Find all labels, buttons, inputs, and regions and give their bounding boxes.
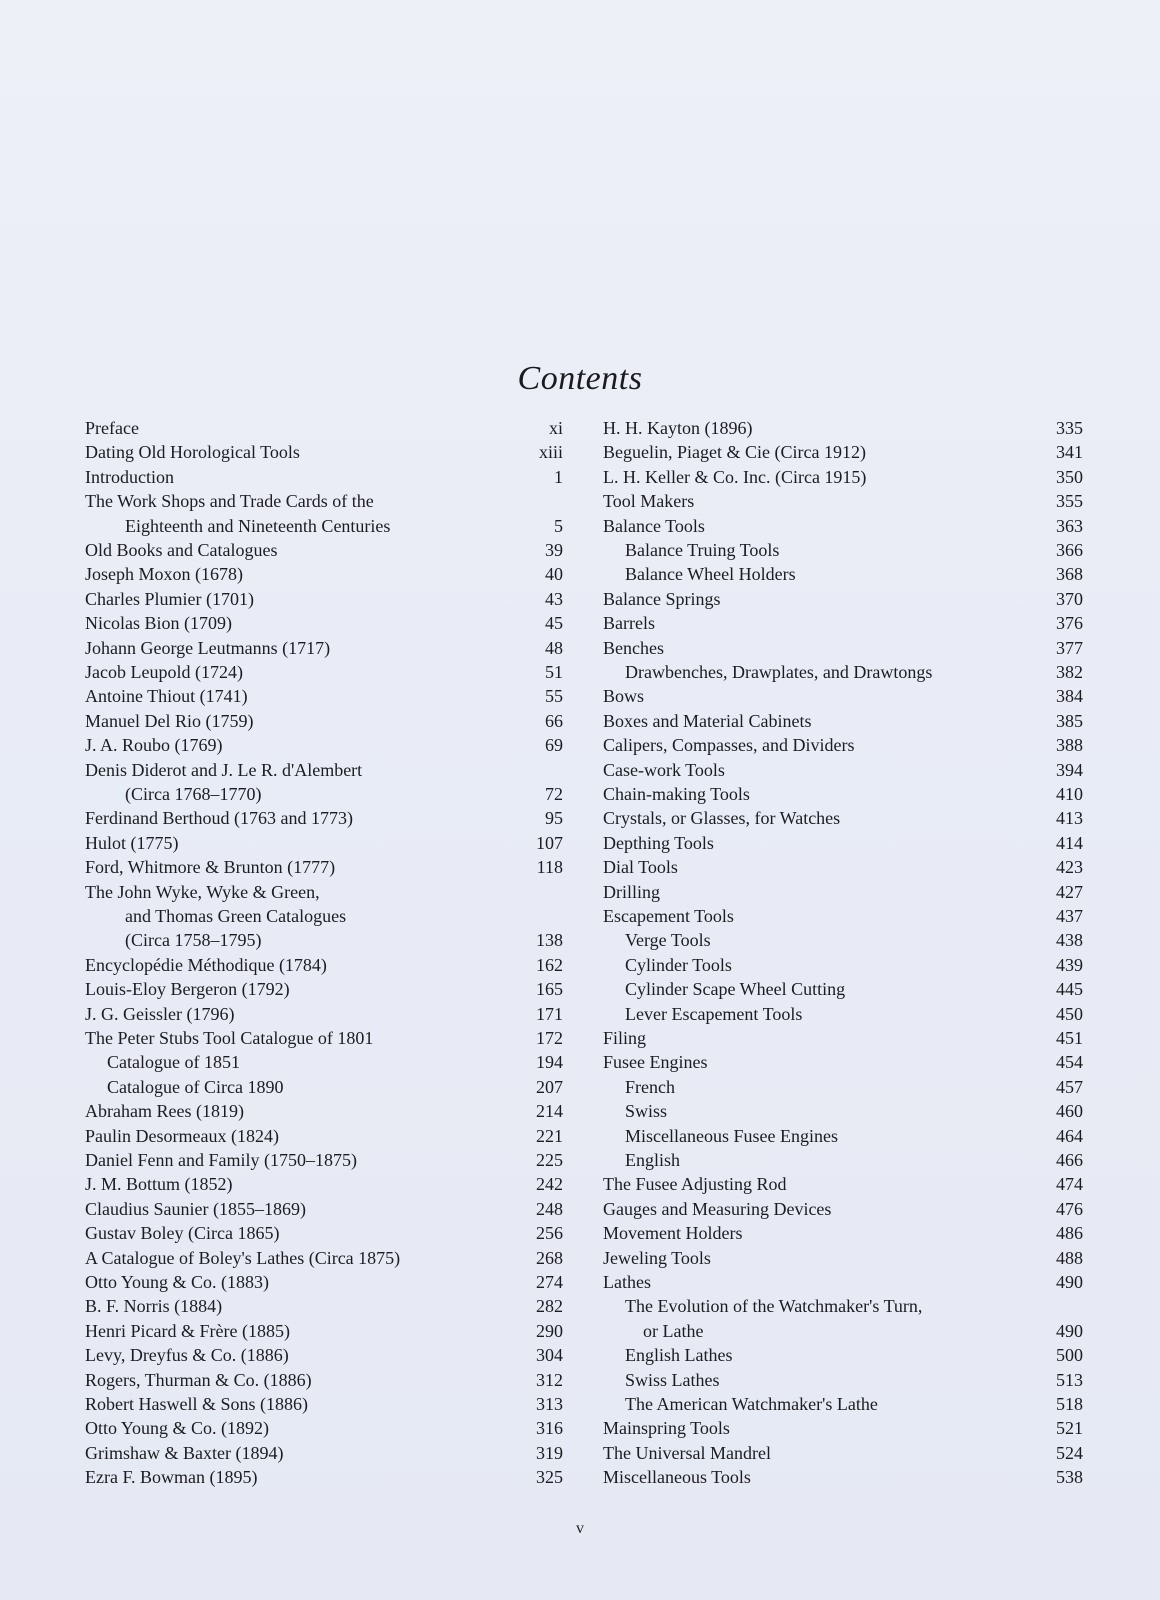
toc-entry-page: 40 (545, 564, 563, 585)
toc-entry-title: Fusee Engines (603, 1052, 708, 1073)
toc-entry-title: French (625, 1076, 675, 1097)
toc-entry-page: 268 (536, 1247, 563, 1268)
toc-entry (603, 562, 1083, 586)
toc-entry (85, 636, 563, 660)
toc-entry-page: 355 (1056, 491, 1083, 512)
toc-entry-title: Depthing Tools (603, 832, 714, 853)
page-title: Contents (517, 360, 643, 397)
toc-entry-page: 524 (1056, 1442, 1083, 1463)
toc-entry (603, 733, 1083, 757)
toc-entry-page: 248 (536, 1198, 563, 1219)
toc-entry-page: 376 (1056, 613, 1083, 634)
toc-entry (85, 855, 563, 879)
toc-entry (603, 1075, 1083, 1099)
toc-entry-title: Daniel Fenn and Family (1750–1875) (85, 1150, 357, 1170)
toc-entry-page: 377 (1056, 637, 1083, 658)
toc-entry-title: Drilling (603, 881, 660, 902)
toc-entry (85, 562, 563, 586)
toc-entry-title: Balance Tools (603, 515, 705, 536)
toc-entry-page: 460 (1056, 1101, 1083, 1122)
toc-entry (603, 416, 1083, 440)
toc-entry-title: The Work Shops and Trade Cards of the (85, 491, 374, 512)
toc-entry-page: 490 (1056, 1272, 1083, 1292)
toc-entry-title: Johann George Leutmanns (1717) (85, 637, 331, 658)
toc-entry-page: 172 (536, 1028, 563, 1048)
toc-entry-title: The Peter Stubs Tool Catalogue of 1801 (85, 1028, 374, 1048)
toc-entry (85, 1050, 563, 1074)
toc-entry-page: 66 (545, 710, 563, 731)
toc-entry-page: 413 (1056, 808, 1083, 829)
toc-entry-page: 439 (1056, 954, 1083, 975)
toc-entry-title: Cylinder Scape Wheel Cutting (625, 979, 846, 1000)
toc-entry (603, 1441, 1083, 1465)
toc-entry-title: Bows (603, 686, 645, 707)
toc-entry-page: 466 (1056, 1150, 1083, 1170)
toc-entry-page: 316 (536, 1418, 563, 1439)
toc-entry-page: 107 (536, 832, 563, 853)
toc-entry-page: 45 (545, 613, 563, 634)
toc-entry-page: 518 (1056, 1394, 1083, 1414)
toc-entry (603, 660, 1083, 684)
toc-entry (603, 1002, 1083, 1026)
toc-entry-title: Eighteenth and Nineteenth Centuries (125, 515, 391, 536)
toc-entry (85, 1221, 563, 1245)
toc-entry-page: 162 (536, 954, 563, 975)
toc-entry-title: Manuel Del Rio (1759) (85, 710, 254, 731)
toc-entry (603, 1465, 1083, 1489)
toc-entry-page: 256 (536, 1223, 563, 1244)
toc-entry-page: 5 (554, 515, 563, 536)
toc-entry (603, 465, 1083, 489)
toc-entry-title: Boxes and Material Cabinets (603, 710, 812, 731)
toc-entry-title: Case-work Tools (603, 759, 725, 780)
toc-entry-title: Preface (85, 418, 139, 438)
toc-entry (85, 538, 563, 562)
toc-entry (85, 782, 563, 806)
toc-entry-page: 319 (536, 1442, 563, 1463)
toc-entry-page: 384 (1056, 686, 1083, 707)
toc-entry (603, 1026, 1083, 1050)
toc-entry-title: J. A. Roubo (1769) (85, 735, 223, 756)
toc-entry (85, 1465, 563, 1489)
toc-entry-page: 486 (1056, 1223, 1083, 1244)
toc-entry (603, 1294, 1083, 1318)
toc-entry (85, 953, 563, 977)
toc-entry-title: Barrels (603, 613, 655, 634)
toc-entry-title: Ezra F. Bowman (1895) (85, 1467, 258, 1488)
toc-entry (603, 1392, 1083, 1416)
toc-entry (85, 660, 563, 684)
toc-entry-title: Gustav Boley (Circa 1865) (85, 1223, 280, 1244)
toc-entry-page: 39 (545, 540, 563, 560)
toc-entry (85, 1294, 563, 1318)
toc-entry-title: B. F. Norris (1884) (85, 1296, 223, 1317)
toc-entry-title: Balance Springs (603, 588, 721, 609)
toc-entry-title: Drawbenches, Drawplates, and Drawtongs (625, 662, 933, 682)
toc-entry-title: Louis-Eloy Bergeron (1792) (85, 979, 290, 1000)
toc-entry-title: Ford, Whitmore & Brunton (1777) (85, 857, 336, 878)
toc-entry-page: 394 (1056, 759, 1083, 780)
toc-entry (603, 1416, 1083, 1440)
toc-entry (85, 1343, 563, 1367)
toc-entry (85, 1075, 563, 1099)
toc-entry-title: Dial Tools (603, 857, 678, 878)
toc-entry-page: 490 (1056, 1320, 1083, 1341)
contents-right-column (603, 416, 1083, 1496)
toc-entry-page: 207 (536, 1076, 563, 1097)
toc-entry-title: Swiss Lathes (625, 1369, 720, 1390)
toc-entry-title: Old Books and Catalogues (85, 540, 278, 560)
toc-entry-page: 382 (1056, 662, 1083, 682)
contents-left-column (85, 416, 563, 1496)
toc-entry-page: 51 (545, 662, 563, 682)
toc-entry (603, 538, 1083, 562)
toc-entry (85, 1416, 563, 1440)
toc-entry-title: Encyclopédie Méthodique (1784) (85, 954, 327, 975)
toc-entry (603, 758, 1083, 782)
toc-entry (85, 1148, 563, 1172)
toc-entry-page: xi (548, 418, 563, 438)
toc-entry-title: The American Watchmaker's Lathe (625, 1394, 878, 1414)
toc-entry (85, 1124, 563, 1148)
toc-entry-page: 194 (536, 1052, 563, 1073)
toc-entry-title: English (625, 1150, 681, 1170)
toc-entry-title: Otto Young & Co. (1883) (85, 1272, 270, 1292)
page-folio: v (576, 1520, 584, 1537)
toc-entry-title: Henri Picard & Frère (1885) (85, 1320, 290, 1341)
toc-entry-title: Rogers, Thurman & Co. (1886) (85, 1369, 312, 1390)
toc-entry (603, 977, 1083, 1001)
toc-entry-page: 521 (1056, 1418, 1083, 1439)
toc-entry-page: 225 (536, 1150, 563, 1170)
toc-entry (603, 928, 1083, 952)
toc-entry-page: 341 (1056, 442, 1083, 463)
toc-entry (85, 1392, 563, 1416)
toc-entry-title: Lathes (603, 1272, 651, 1292)
toc-entry-title: Paulin Desormeaux (1824) (85, 1125, 279, 1146)
toc-entry-page: 282 (536, 1296, 563, 1317)
toc-entry-title: Denis Diderot and J. Le R. d'Alembert (85, 759, 363, 780)
toc-entry-title: A Catalogue of Boley's Lathes (Circa 1875) (85, 1247, 401, 1268)
toc-entry-page: 366 (1056, 540, 1083, 560)
toc-entry-title: Abraham Rees (1819) (85, 1101, 244, 1122)
toc-entry-title: English Lathes (625, 1345, 733, 1366)
toc-entry-title: Grimshaw & Baxter (1894) (85, 1442, 284, 1463)
toc-entry (603, 587, 1083, 611)
toc-entry (603, 1148, 1083, 1172)
toc-entry (85, 1319, 563, 1343)
toc-entry-page: 325 (536, 1467, 563, 1488)
toc-entry-page: 363 (1056, 515, 1083, 536)
toc-entry-title: Nicolas Bion (1709) (85, 613, 232, 634)
toc-entry (603, 953, 1083, 977)
toc-entry (603, 1172, 1083, 1196)
toc-entry-title: J. M. Bottum (1852) (85, 1174, 233, 1195)
toc-entry-title: Benches (603, 637, 664, 658)
toc-entry (85, 880, 563, 904)
toc-entry (85, 440, 563, 464)
toc-entry-page: 221 (536, 1125, 563, 1146)
toc-entry (85, 1441, 563, 1465)
toc-entry (85, 733, 563, 757)
toc-entry-page: 290 (536, 1320, 563, 1341)
toc-entry-page: 171 (536, 1003, 563, 1024)
toc-entry-title: Balance Wheel Holders (625, 564, 796, 585)
toc-entry-page: 335 (1056, 418, 1083, 438)
toc-entry-title: Dating Old Horological Tools (85, 442, 300, 463)
toc-entry-title: Catalogue of Circa 1890 (107, 1076, 284, 1097)
toc-entry-page: 385 (1056, 710, 1083, 731)
toc-entry (603, 1319, 1083, 1343)
toc-entry-title: Catalogue of 1851 (107, 1052, 240, 1073)
toc-entry-page: 438 (1056, 930, 1083, 951)
toc-entry-title: Miscellaneous Fusee Engines (625, 1125, 838, 1146)
toc-entry (85, 758, 563, 782)
toc-entry-page: 72 (545, 784, 563, 804)
toc-entry-page: 474 (1056, 1174, 1083, 1195)
toc-entry-title: and Thomas Green Catalogues (125, 906, 347, 926)
toc-entry-page: 488 (1056, 1247, 1083, 1268)
toc-entry-page: 69 (545, 735, 563, 756)
toc-entry-title: Lever Escapement Tools (625, 1003, 803, 1024)
toc-entry (85, 1246, 563, 1270)
toc-entry-page: 454 (1056, 1052, 1083, 1073)
toc-entry (85, 416, 563, 440)
toc-entry (603, 855, 1083, 879)
toc-entry (603, 806, 1083, 830)
toc-entry-title: Ferdinand Berthoud (1763 and 1773) (85, 808, 353, 829)
toc-entry-page: 451 (1056, 1028, 1083, 1048)
toc-entry-title: Swiss (625, 1101, 668, 1122)
toc-entry-title: Jacob Leupold (1724) (85, 662, 243, 682)
toc-entry-title: Hulot (1775) (85, 832, 179, 853)
toc-entry-title: Robert Haswell & Sons (1886) (85, 1394, 308, 1414)
toc-entry (85, 611, 563, 635)
toc-entry (85, 977, 563, 1001)
toc-entry (85, 1172, 563, 1196)
toc-entry-title: Joseph Moxon (1678) (85, 564, 243, 585)
toc-entry (85, 928, 563, 952)
toc-entry-title: The Evolution of the Watchmaker's Turn, (625, 1296, 923, 1317)
toc-entry-page: 450 (1056, 1003, 1083, 1024)
toc-entry-page: xiii (538, 442, 563, 463)
toc-entry-title: The Universal Mandrel (603, 1442, 771, 1463)
toc-entry (603, 1368, 1083, 1392)
toc-entry-page: 445 (1056, 979, 1083, 1000)
toc-entry-page: 118 (536, 857, 563, 878)
toc-entry (603, 782, 1083, 806)
toc-entry-title: Levy, Dreyfus & Co. (1886) (85, 1345, 289, 1366)
toc-entry-title: Escapement Tools (603, 906, 734, 926)
toc-entry (85, 489, 563, 513)
toc-entry-title: Introduction (85, 466, 174, 487)
toc-entry-page: 476 (1056, 1198, 1083, 1219)
toc-entry-page: 457 (1056, 1076, 1083, 1097)
toc-entry-page: 368 (1056, 564, 1083, 585)
toc-entry (603, 904, 1083, 928)
toc-entry (603, 1270, 1083, 1294)
toc-entry-title: J. G. Geissler (1796) (85, 1003, 235, 1024)
toc-entry-page: 437 (1056, 906, 1083, 926)
toc-entry-page: 55 (545, 686, 563, 707)
toc-entry-title: Gauges and Measuring Devices (603, 1198, 832, 1219)
toc-entry-title: Verge Tools (625, 930, 711, 951)
toc-entry-page: 513 (1056, 1369, 1083, 1390)
toc-entry-title: Movement Holders (603, 1223, 743, 1244)
toc-entry-page: 43 (545, 588, 563, 609)
toc-entry-title: The Fusee Adjusting Rod (603, 1174, 787, 1195)
toc-entry (85, 1197, 563, 1221)
toc-entry-page: 214 (536, 1101, 563, 1122)
toc-entry (603, 880, 1083, 904)
toc-entry-title: Balance Truing Tools (625, 540, 780, 560)
toc-entry (603, 1343, 1083, 1367)
toc-entry (603, 831, 1083, 855)
toc-entry (85, 806, 563, 830)
toc-entry (603, 514, 1083, 538)
toc-entry-title: or Lathe (643, 1320, 704, 1341)
toc-entry-page: 414 (1056, 832, 1083, 853)
toc-entry-title: Antoine Thiout (1741) (85, 686, 248, 707)
toc-entry-page: 165 (536, 979, 563, 1000)
toc-entry (603, 1221, 1083, 1245)
toc-entry-title: Tool Makers (603, 491, 695, 512)
toc-entry-title: Miscellaneous Tools (603, 1467, 751, 1488)
toc-entry-page: 464 (1056, 1125, 1083, 1146)
toc-entry-page: 500 (1056, 1345, 1083, 1366)
toc-entry-page: 370 (1056, 588, 1083, 609)
toc-entry-title: L. H. Keller & Co. Inc. (Circa 1915) (603, 466, 867, 487)
toc-entry-page: 312 (536, 1369, 563, 1390)
toc-entry (603, 489, 1083, 513)
toc-entry (85, 1368, 563, 1392)
toc-entry-page: 538 (1056, 1467, 1083, 1488)
toc-entry-title: Beguelin, Piaget & Cie (Circa 1912) (603, 442, 866, 463)
toc-entry-title: Chain-making Tools (603, 784, 750, 804)
toc-entry (603, 611, 1083, 635)
toc-entry (85, 1002, 563, 1026)
toc-entry-page: 350 (1056, 466, 1083, 487)
toc-entry-page: 427 (1056, 881, 1083, 902)
toc-entry (603, 1124, 1083, 1148)
toc-entry-title: The John Wyke, Wyke & Green, (85, 881, 320, 902)
toc-entry (603, 684, 1083, 708)
toc-entry-title: Calipers, Compasses, and Dividers (603, 735, 855, 756)
toc-entry-page: 1 (554, 466, 563, 487)
toc-entry-title: Cylinder Tools (625, 954, 732, 975)
toc-entry (85, 465, 563, 489)
toc-entry-page: 48 (545, 637, 563, 658)
toc-entry (85, 1270, 563, 1294)
toc-entry (85, 587, 563, 611)
toc-entry-title: Otto Young & Co. (1892) (85, 1418, 270, 1439)
toc-entry-title: Claudius Saunier (1855–1869) (85, 1198, 306, 1219)
toc-entry-page: 95 (545, 808, 563, 829)
toc-entry (85, 684, 563, 708)
toc-entry-title: (Circa 1768–1770) (125, 784, 262, 804)
toc-entry (603, 709, 1083, 733)
toc-entry-title: Mainspring Tools (603, 1418, 730, 1439)
toc-entry (603, 1099, 1083, 1123)
toc-entry (603, 1197, 1083, 1221)
toc-entry-title: Jeweling Tools (603, 1247, 711, 1268)
toc-entry (85, 709, 563, 733)
toc-entry-title: Filing (603, 1028, 647, 1048)
toc-entry-page: 242 (536, 1174, 563, 1195)
toc-entry (603, 440, 1083, 464)
toc-entry-page: 410 (1056, 784, 1083, 804)
toc-entry (603, 636, 1083, 660)
toc-entry (85, 1099, 563, 1123)
toc-entry (603, 1050, 1083, 1074)
toc-entry-page: 274 (536, 1272, 563, 1292)
toc-entry-title: Charles Plumier (1701) (85, 588, 254, 609)
toc-entry-page: 423 (1056, 857, 1083, 878)
toc-entry-page: 138 (536, 930, 563, 951)
toc-entry (85, 514, 563, 538)
toc-entry-title: Crystals, or Glasses, for Watches (603, 808, 841, 829)
toc-entry-title: (Circa 1758–1795) (125, 930, 262, 951)
toc-entry-page: 304 (536, 1345, 563, 1366)
toc-entry-page: 388 (1056, 735, 1083, 756)
toc-entry (85, 831, 563, 855)
toc-entry (603, 1246, 1083, 1270)
toc-entry (85, 1026, 563, 1050)
toc-entry-page: 313 (536, 1394, 563, 1414)
toc-entry (85, 904, 563, 928)
toc-entry-title: H. H. Kayton (1896) (603, 418, 753, 438)
